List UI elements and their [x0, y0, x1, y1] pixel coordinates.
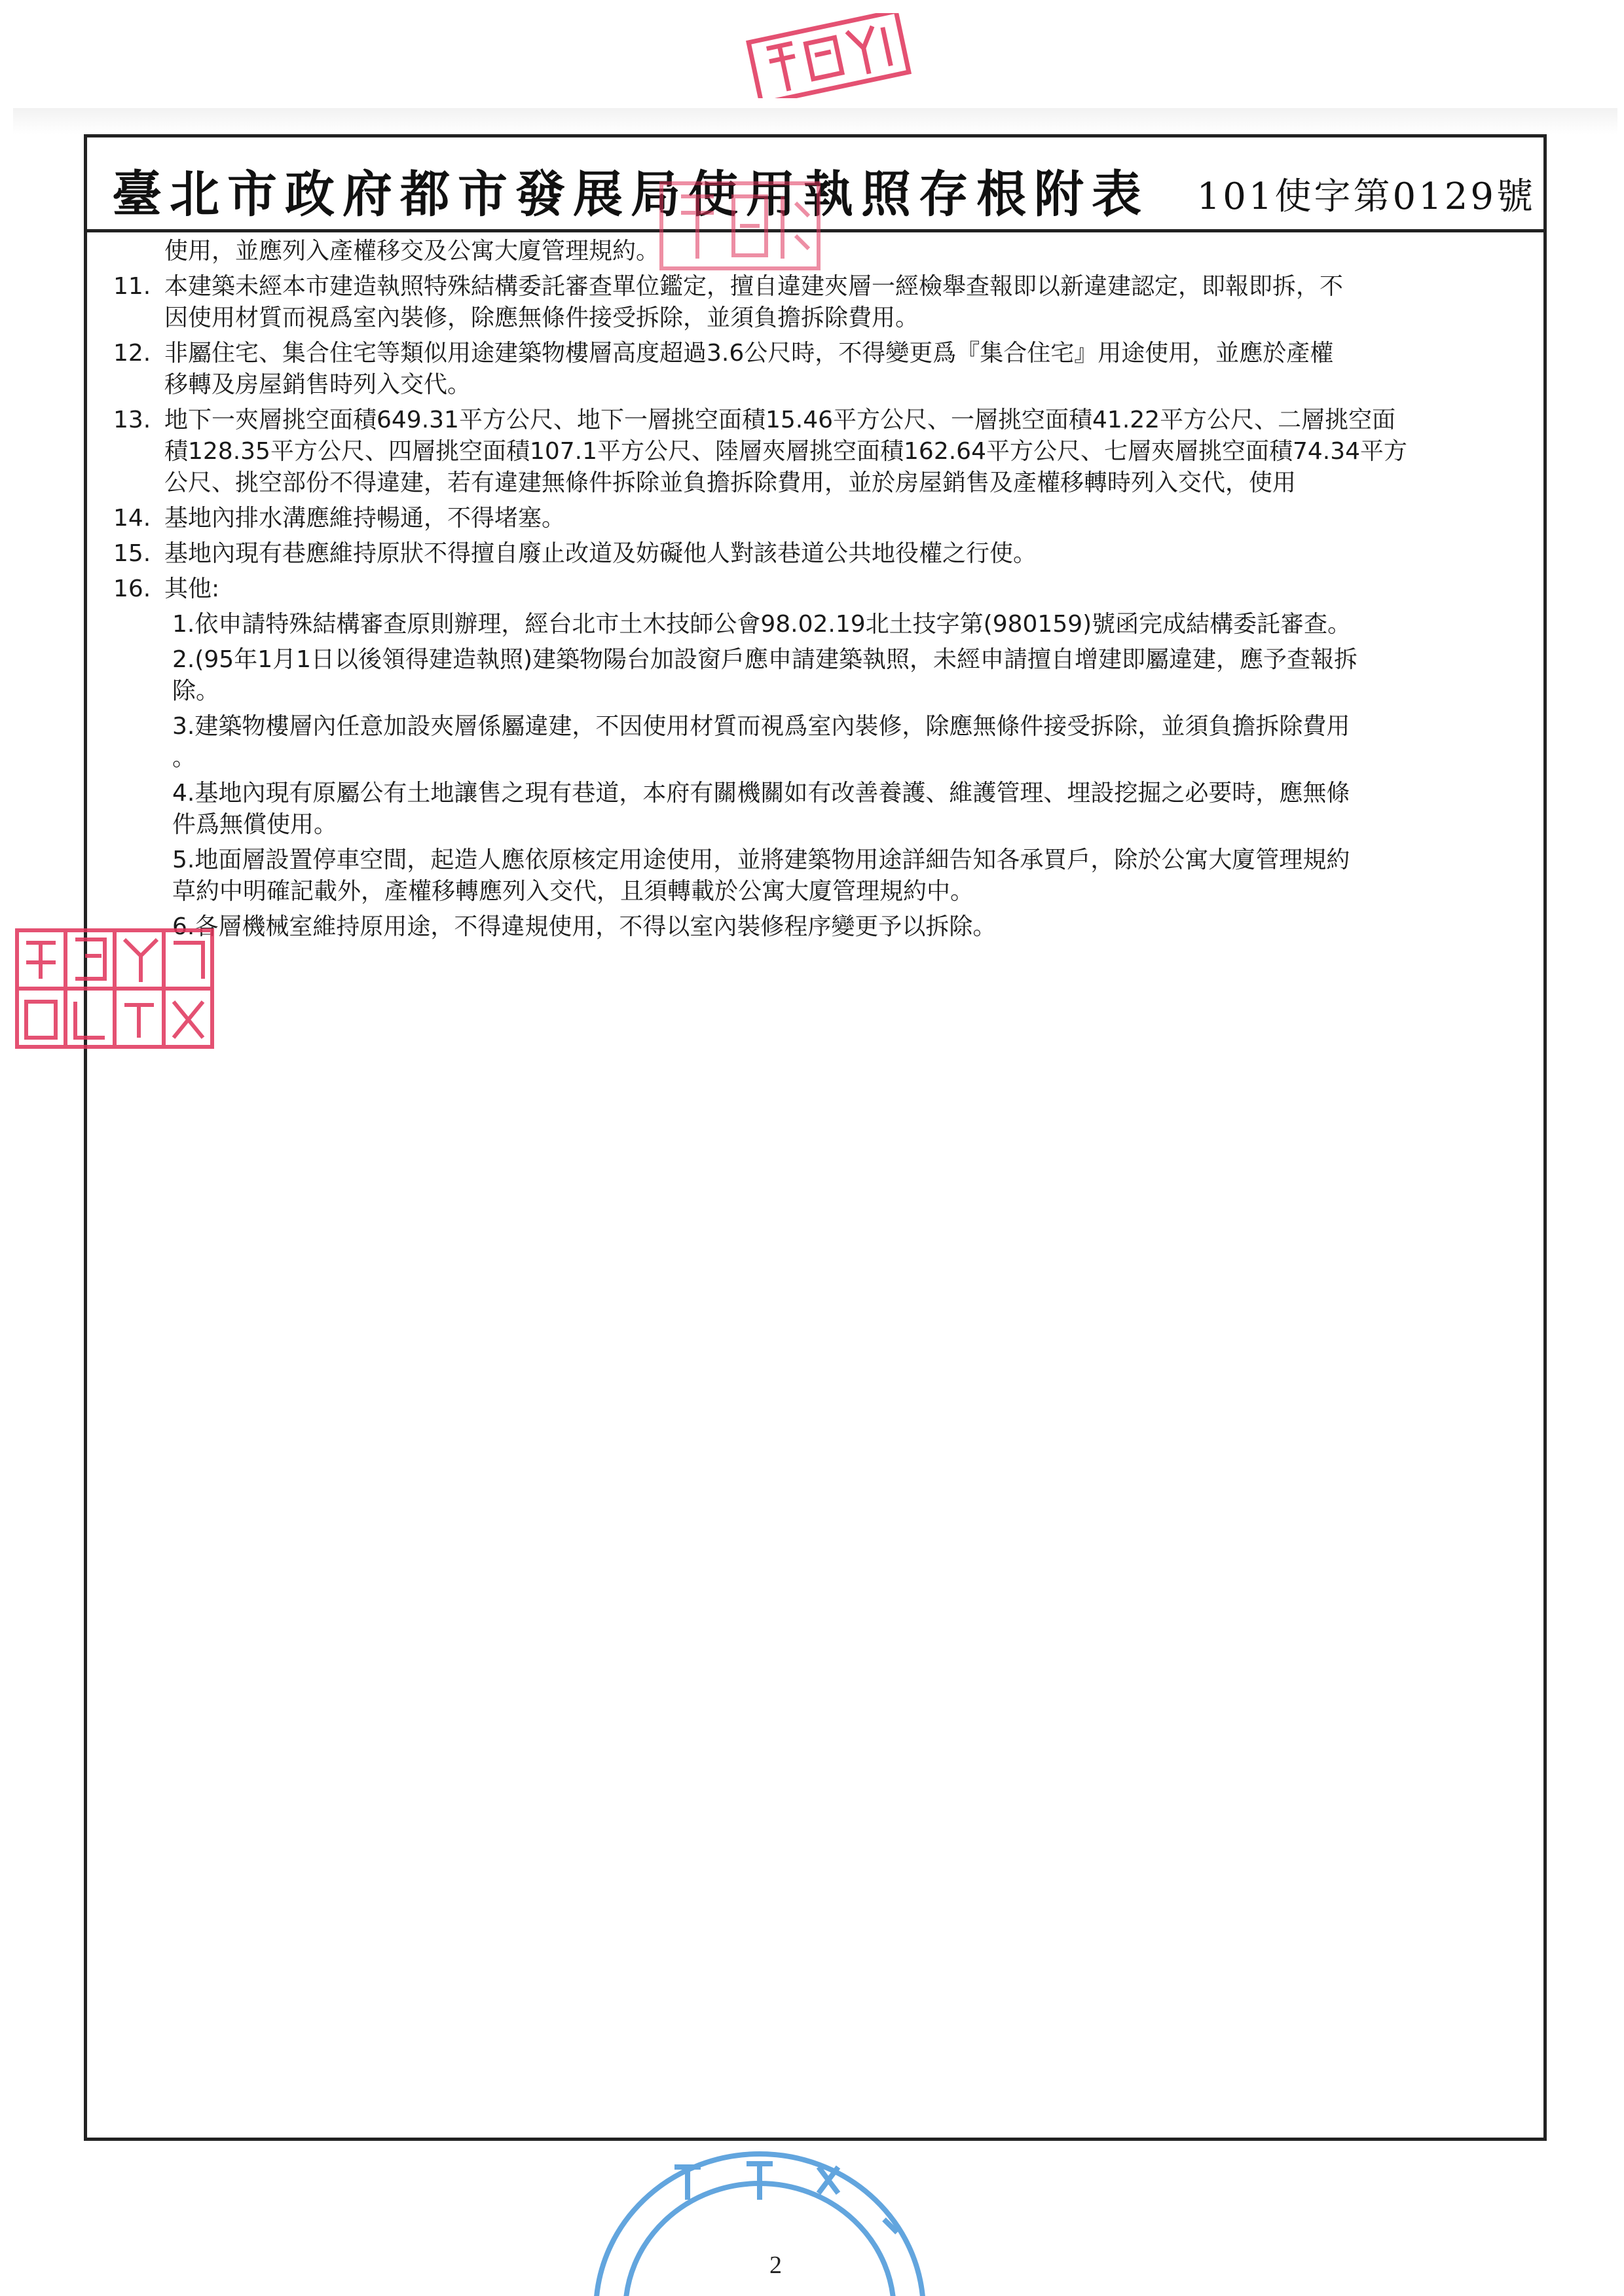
- page-number: 2: [769, 2251, 782, 2279]
- item-number: 12.: [113, 340, 151, 367]
- sub-item-line: 3.建築物樓層內任意加設夾層係屬違建，不因使用材質而視爲室內裝修，除應無條件接受拆除，並須負擔拆除費用: [172, 713, 1350, 740]
- sub-item: [87, 845, 1543, 907]
- top-red-seal-icon: [733, 13, 923, 98]
- sub-item-line: 除。: [172, 678, 220, 704]
- sub-item-line: 1.依申請特殊結構審查原則辦理，經台北市土木技師公會98.02.19北土技字第(980159)號函完成結構委託審查。: [172, 611, 1352, 638]
- item-line: 其他:: [164, 575, 220, 602]
- item-line: 因使用材質而視爲室內裝修，除應無條件接受拆除，並須負擔拆除費用。: [164, 304, 919, 331]
- item-number: 13.: [113, 407, 151, 433]
- sub-item-line: 6.各層機械室維持原用途，不得違規使用，不得以室內裝修程序變更予以拆除。: [172, 913, 997, 940]
- sub-item-line: 。: [172, 744, 196, 771]
- sub-item-line: 草約中明確記載外，產權移轉應列入交代，且須轉載於公寓大廈管理規約中。: [172, 878, 974, 905]
- item-number: 11.: [113, 273, 151, 300]
- bottom-blue-seal-icon: [576, 2128, 943, 2296]
- list-item: [87, 538, 1543, 570]
- list-item: [87, 574, 1543, 605]
- item-line: 本建築未經本市建造執照特殊結構委託審查單位鑑定，擅自違建夾層一經檢舉查報即以新違建認定，即報即拆，不: [164, 273, 1344, 300]
- sub-item-line: 2.(95年1月1日以後領得建造執照)建築物陽台加設窗戶應申請建築執照，未經申請擅自增建即屬違建，應予查報拆: [172, 646, 1358, 673]
- sub-item-line: 4.基地內現有原屬公有土地讓售之現有巷道，本府有關機關如有改善養護、維護管理、埋設挖掘之必要時，應無條: [172, 780, 1350, 807]
- item-line: 積128.35平方公尺、四層挑空面積107.1平方公尺、陸層夾層挑空面積162.64平方公尺、七層夾層挑空面積74.34平方: [164, 438, 1408, 465]
- list-item: [87, 503, 1543, 534]
- page-title: 臺北市政府都市發展局使用執照存根附表: [112, 165, 1149, 223]
- item-line: 公尺、挑空部份不得違建，若有違建無條件拆除並負擔拆除費用，並於房屋銷售及產權移轉時列入交代，使用: [164, 469, 1297, 496]
- item-line: 地下一夾層挑空面積649.31平方公尺、地下一層挑空面積15.46平方公尺、一層挑空面積41.22平方公尺、二層挑空面: [164, 407, 1396, 433]
- list-item: [87, 338, 1543, 401]
- item-number: 16.: [113, 575, 151, 602]
- item-number: 14.: [113, 505, 151, 532]
- item-line: 基地內排水溝應維持暢通，不得堵塞。: [164, 505, 566, 532]
- list-item: [87, 405, 1543, 499]
- sub-item-line: 件爲無償使用。: [172, 811, 338, 838]
- sub-item: [87, 911, 1543, 943]
- item-line: 非屬住宅、集合住宅等類似用途建築物樓層高度超過3.6公尺時，不得變更爲『集合住宅』用途使用，並應於產權: [164, 340, 1334, 367]
- left-red-seal-icon: [13, 926, 216, 1051]
- item-number: 15.: [113, 540, 151, 567]
- license-number: 101使字第0129號: [1196, 175, 1536, 218]
- header-red-seal-icon: [655, 177, 825, 275]
- document-frame: [84, 134, 1547, 2141]
- sub-item-line: 5.地面層設置停車空間，起造人應依原核定用途使用，並將建築物用途詳細告知各承買戶，除於公寓大廈管理規約: [172, 847, 1350, 873]
- list-item: [87, 271, 1543, 334]
- scan-edge-band: [13, 108, 1617, 134]
- sub-item: [87, 609, 1543, 640]
- item-line: 基地內現有巷應維持原狀不得擅自廢止改道及妨礙他人對該巷道公共地役權之行使。: [164, 540, 1037, 567]
- conditions-list: [87, 236, 1543, 943]
- item-line: 移轉及房屋銷售時列入交代。: [164, 371, 471, 398]
- item-line: 使用，並應列入產權移交及公寓大廈管理規約。: [164, 238, 660, 264]
- sub-item: [87, 711, 1543, 774]
- sub-item: [87, 778, 1543, 841]
- sub-item: [87, 644, 1543, 707]
